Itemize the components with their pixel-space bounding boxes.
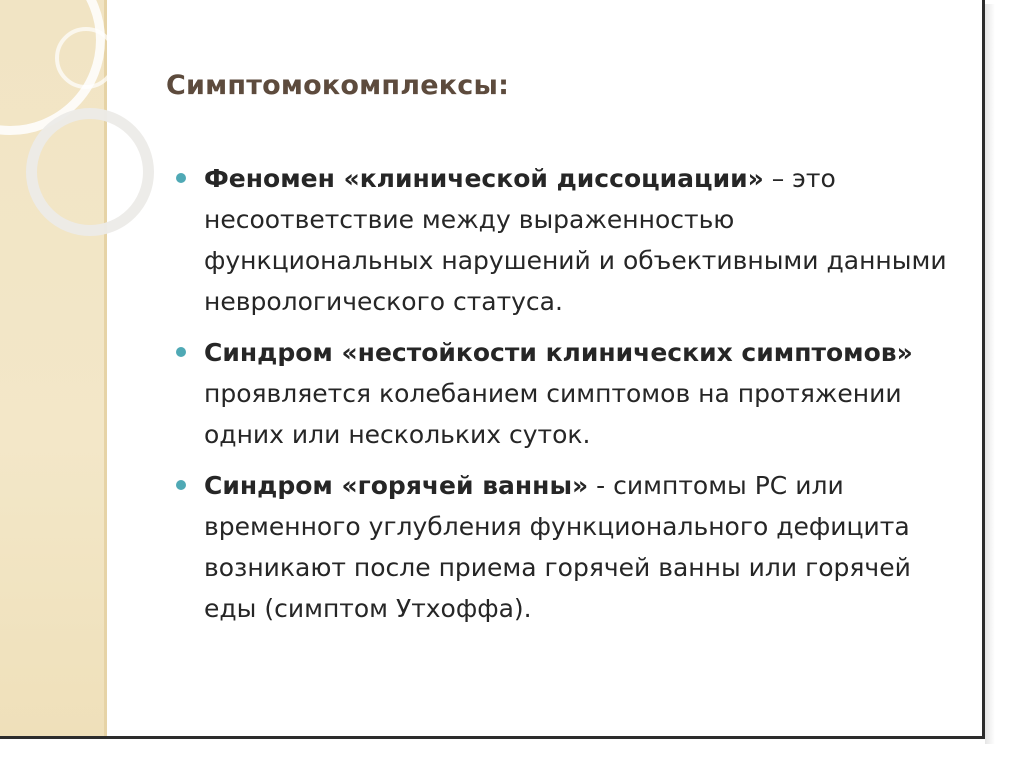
bullet-term: Синдром «нестойкости клинических симптомов» [204,338,913,367]
bullet-item [176,158,966,322]
bullet-term: Синдром «горячей ванны» [204,471,589,500]
decorative-ring-icon [55,27,117,89]
bullet-icon [176,173,186,183]
bullet-text: - симптомы РС или временного углубления функционального дефицита возникают после приема горячей ванны или горячей еды (симптом Утхоффа). [204,471,911,623]
bullet-term: Феномен «клинической диссоциации» [204,164,764,193]
bullet-item [176,465,966,629]
bullet-item [176,332,966,455]
bullet-text: проявляется колебанием симптомов на протяжении одних или нескольких суток. [204,379,902,449]
bullet-icon [176,480,186,490]
slide-border-right [982,0,985,738]
bullet-list [176,158,966,639]
slide-title: Симптомокомплексы: [166,70,510,101]
bullet-text: – это несоответствие между выраженностью функциональных нарушений и объективными данными неврологического статуса. [204,164,947,316]
slide-border-bottom [0,736,985,739]
decorative-ring-icon [26,108,154,236]
slide-shadow [985,4,995,744]
bullet-icon [176,347,186,357]
